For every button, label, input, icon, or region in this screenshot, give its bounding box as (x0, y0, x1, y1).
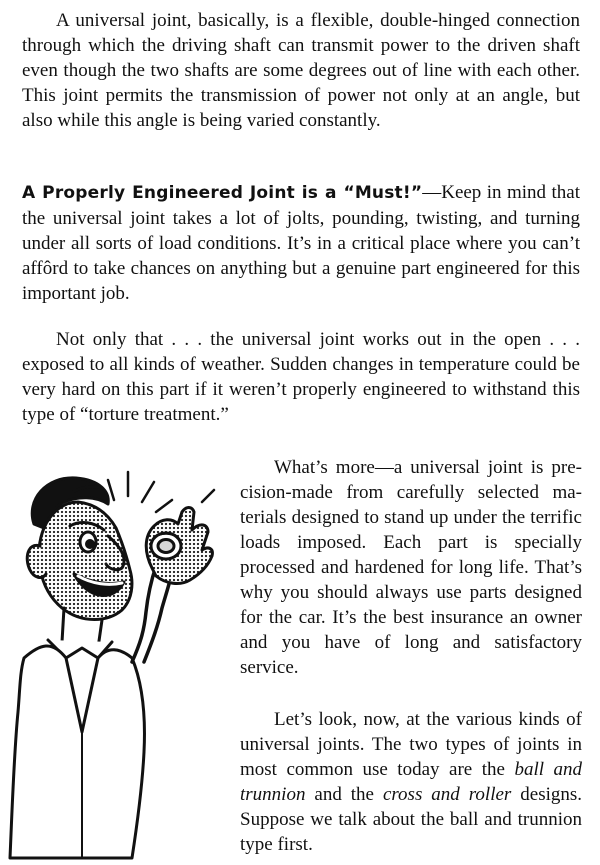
run-in-heading: A Properly Engineered Joint is a “Must!” (22, 183, 423, 203)
paragraph-properly-engineered (22, 180, 580, 306)
paragraph-weather-exposure: Not only that . . . the universal joint works out in the open . . . exposed to all kinds of weather. Sudden changes in temperature could be very hard on this part if it weren’t properly engineered to withstand this type of “torture treatment.” (22, 329, 580, 425)
paragraph-precision-made: What’s more—a universal joint is precision-made from carefully selected materials designed to stand up under the terrific loads imposed. Each part is specially processed and hardened for long life. That’s why you should always use parts designed for the car. It’s the best insurance an owner and you have of long and satisfactory service. (240, 457, 582, 678)
term-ball-and-trunnion: ball and trunnion (240, 759, 583, 805)
paragraph-body: —Keep in mind that the universal joint takes a lot of jolts, pounding, twisting, and turning under all sorts of load conditions. It’s in a critical place where you can’t affôrd to take chances on anything but a genuine part engineered for this important job. (22, 182, 580, 304)
term-cross-and-roller: cross and roller (382, 784, 512, 805)
text-run: designs. Suppose we talk about the ball and trunnion type first. (240, 784, 583, 855)
cartoon-man-illustration (4, 462, 232, 860)
paragraph-joint-types (240, 707, 582, 857)
text-run: Let’s look, now, at the various kinds of universal joints. The two types of joints in most common use today are the (240, 709, 582, 780)
text-run: and the (305, 784, 383, 805)
paragraph-universal-joint-definition: A universal joint, basically, is a flexible, double-hinged connection through which the driving shaft can transmit power to the driven shaft even though the two shafts are some degrees out of line with each other. This joint permits the transmission of power not only at an angle, but also while this angle is being varied constantly. (22, 10, 580, 131)
